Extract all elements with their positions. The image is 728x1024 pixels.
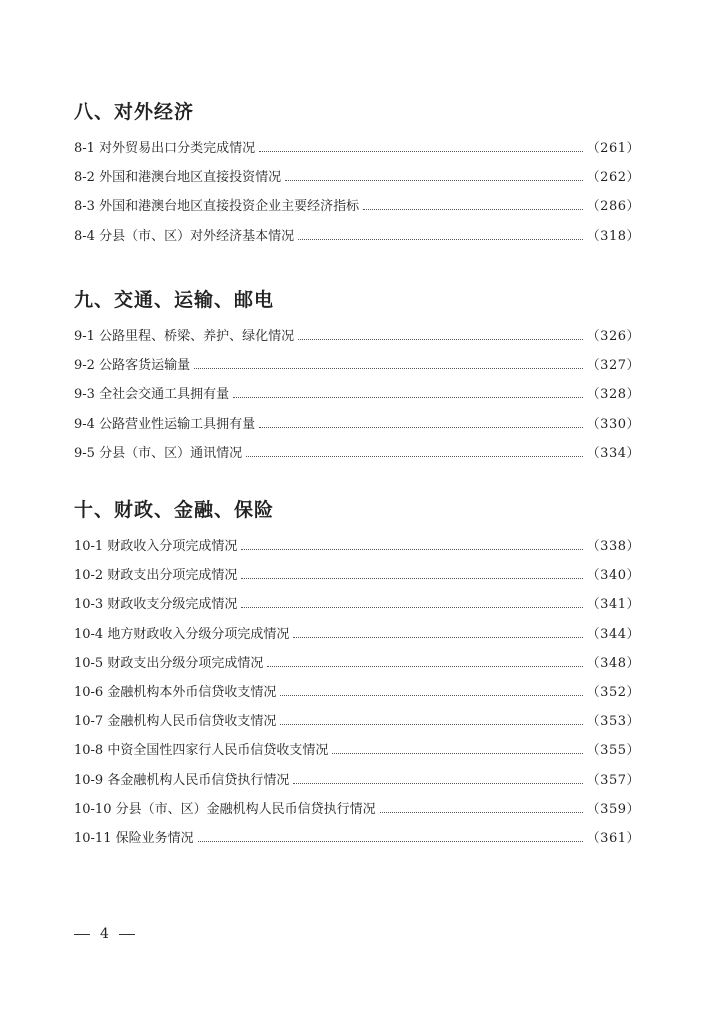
entry-label: 8-2 外国和港澳台地区直接投资情况 <box>74 170 282 186</box>
entry-page: （261） <box>586 141 640 156</box>
entry-label: 10-1 财政收入分项完成情况 <box>74 539 238 554</box>
entry-label: 10-8 中资全国性四家行人民币信贷收支情况 <box>74 743 329 759</box>
toc-section-foreign-economy <box>74 98 640 251</box>
dot-leader <box>241 607 582 608</box>
toc-entry[interactable] <box>74 678 640 707</box>
dot-leader <box>241 578 582 579</box>
entry-label: 9-4 公路营业性运输工具拥有量 <box>74 416 256 432</box>
toc-entry[interactable] <box>74 351 640 380</box>
dot-leader <box>285 180 583 181</box>
dot-leader <box>298 239 583 240</box>
dot-leader <box>246 456 583 457</box>
entry-page: （348） <box>586 655 640 671</box>
dot-leader <box>198 841 583 842</box>
toc-entry[interactable] <box>74 222 640 251</box>
dot-leader <box>363 209 583 210</box>
entry-label: 10-9 各金融机构人民币信贷执行情况 <box>74 772 290 788</box>
entry-page: （352） <box>586 684 640 700</box>
footer-dash-right <box>119 934 135 935</box>
entry-page: （326） <box>586 329 640 344</box>
entry-page: （327） <box>586 358 640 374</box>
entry-page: （330） <box>586 416 640 432</box>
entry-label: 8-3 外国和港澳台地区直接投资企业主要经济指标 <box>74 199 360 215</box>
entry-page: （286） <box>586 199 640 215</box>
toc-entry[interactable] <box>74 649 640 678</box>
toc-entry[interactable] <box>74 134 640 163</box>
dot-leader <box>259 151 583 152</box>
entry-page: （334） <box>586 445 640 461</box>
dot-leader <box>194 368 583 369</box>
entry-label: 9-5 分县（市、区）通讯情况 <box>74 445 243 461</box>
toc-section-transport <box>74 286 640 468</box>
toc-section-finance <box>74 496 640 853</box>
toc-entry[interactable] <box>74 163 640 192</box>
dot-leader <box>259 427 583 428</box>
footer-dash-left <box>74 934 90 935</box>
dot-leader <box>293 783 582 784</box>
toc-entry[interactable] <box>74 766 640 795</box>
entry-label: 10-5 财政支出分级分项完成情况 <box>74 655 264 671</box>
entry-label: 9-1 公路里程、桥梁、养护、绿化情况 <box>74 329 295 344</box>
toc-entry[interactable] <box>74 439 640 468</box>
dot-leader <box>380 812 583 813</box>
entry-label: 9-2 公路客货运输量 <box>74 358 191 374</box>
dot-leader <box>267 666 582 667</box>
toc-entry[interactable] <box>74 322 640 351</box>
entry-page: （361） <box>586 830 640 846</box>
toc-entry[interactable] <box>74 736 640 765</box>
entry-page: （355） <box>586 743 640 759</box>
toc-entry[interactable] <box>74 620 640 649</box>
dot-leader <box>280 724 582 725</box>
dot-leader <box>332 753 582 754</box>
entry-label: 10-4 地方财政收入分级分项完成情况 <box>74 626 290 642</box>
dot-leader <box>298 339 583 340</box>
toc-entry[interactable] <box>74 707 640 736</box>
entry-label: 9-3 全社会交通工具拥有量 <box>74 387 230 403</box>
entry-page: （340） <box>586 568 640 584</box>
entry-page: （262） <box>586 170 640 186</box>
toc-entry[interactable] <box>74 192 640 221</box>
page-footer <box>74 926 135 942</box>
toc-entry[interactable] <box>74 590 640 619</box>
entry-label: 8-1 对外贸易出口分类完成情况 <box>74 141 256 156</box>
entry-page: （344） <box>586 626 640 642</box>
entry-page: （357） <box>586 772 640 788</box>
entry-page: （338） <box>586 539 640 554</box>
entry-page: （341） <box>586 597 640 613</box>
section-title: 十、财政、金融、保险 <box>74 499 275 521</box>
entry-label: 10-6 金融机构本外币信贷收支情况 <box>74 684 277 700</box>
section-title: 八、对外经济 <box>74 101 195 123</box>
dot-leader <box>233 397 583 398</box>
entry-label: 8-4 分县（市、区）对外经济基本情况 <box>74 228 295 244</box>
entry-page: （328） <box>586 387 640 403</box>
toc-entry[interactable] <box>74 410 640 439</box>
toc-entry[interactable] <box>74 532 640 561</box>
entry-page: （353） <box>586 714 640 730</box>
entry-page: （359） <box>586 801 640 817</box>
section-title: 九、交通、运输、邮电 <box>74 289 275 311</box>
entry-page: （318） <box>586 228 640 244</box>
dot-leader <box>293 637 582 638</box>
toc-entry[interactable] <box>74 824 640 853</box>
toc-entry[interactable] <box>74 380 640 409</box>
entry-label: 10-2 财政支出分项完成情况 <box>74 568 238 584</box>
toc-entry[interactable] <box>74 561 640 590</box>
entry-label: 10-10 分县（市、区）金融机构人民币信贷执行情况 <box>74 801 376 817</box>
entry-label: 10-7 金融机构人民币信贷收支情况 <box>74 714 277 730</box>
toc-entry[interactable] <box>74 795 640 824</box>
entry-label: 10-11 保险业务情况 <box>74 830 194 846</box>
entry-label: 10-3 财政收支分级完成情况 <box>74 597 238 613</box>
dot-leader <box>280 695 582 696</box>
dot-leader <box>241 549 582 550</box>
page-number: 4 <box>100 926 109 942</box>
